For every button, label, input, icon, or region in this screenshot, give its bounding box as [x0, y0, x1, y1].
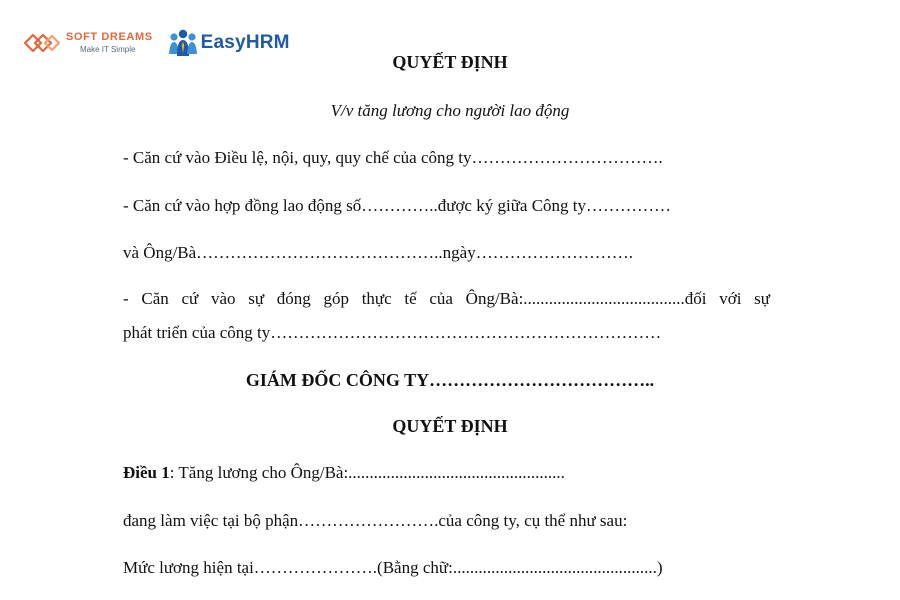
softdreams-name: SOFT DREAMS: [66, 31, 153, 43]
basis-line-2: - Căn cứ vào hợp đồng lao động số…………..được ký giữa Công ty……………: [123, 196, 672, 215]
article-1-label: Điều 1: [123, 463, 170, 482]
director-heading: GIÁM ĐỐC CÔNG TY………………………………..: [245, 370, 655, 390]
article-1-line-2: đang làm việc tại bộ phận…………………….của công ty, cụ thể như sau:: [123, 511, 628, 530]
document-title: QUYẾT ĐỊNH: [392, 52, 508, 72]
basis-line-5: phát triển của công ty……………………………………………………………: [123, 323, 662, 342]
article-1-line-3: Mức lương hiện tại………………….(Bằng chữ:................................................): [123, 558, 663, 577]
basis-line-4: - Căn cứ vào sự đóng góp thực tế của Ông/Bà:......................................đối với sự: [123, 289, 770, 308]
basis-line-3: và Ông/Bà……………………………………..ngày……………………….: [123, 243, 633, 262]
article-1-text: : Tăng lương cho Ông/Bà:...................................................: [169, 463, 565, 482]
softdreams-tagline: Make IT Simple: [80, 45, 136, 54]
easyhrm-name: EasyHRM: [200, 32, 290, 53]
article-1-line: [123, 463, 565, 483]
document-subtitle: V/v tăng lương cho người lao động: [330, 101, 570, 120]
basis-line-1: - Căn cứ vào Điều lệ, nội, quy, quy chế của công ty…………………………….: [123, 148, 663, 167]
decision-title: QUYẾT ĐỊNH: [392, 416, 508, 436]
